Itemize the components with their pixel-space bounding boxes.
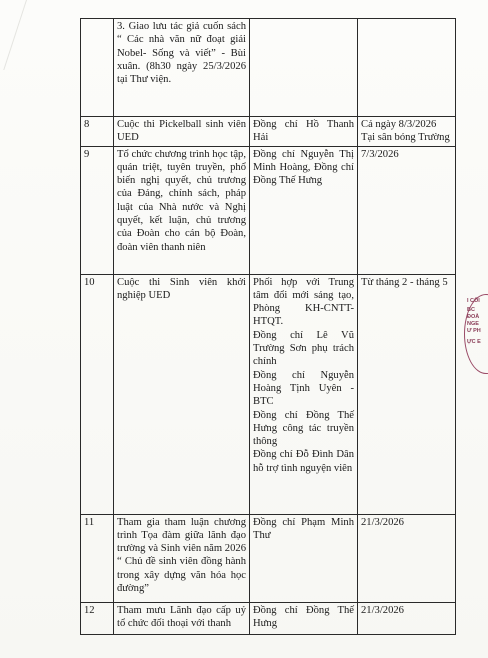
time-cell: Từ tháng 2 - tháng 5 (358, 274, 456, 514)
time-cell (358, 19, 456, 117)
stamp-text-line: ỰC E (467, 339, 481, 345)
table-row (81, 19, 456, 117)
row-number-cell (81, 19, 114, 117)
responsible-cell: Phối hợp với Trung tâm đổi mới sáng tạo, Phòng KH-CNTT-HTQT. Đồng chí Lê Vũ Trường Sơn phụ trách chính Đồng chí Nguyễn Hoàng Tịnh Uyên - BTC Đồng chí Đồng Thế Hưng công tác truyền thông Đồng chí Đỗ Đình Dân hỗ trợ tình nguyện viên (250, 274, 358, 514)
activity-content-cell: Tổ chức chương trình học tập, quán triệt, tuyên truyền, phổ biến nghị quyết, chủ trương của Đảng, chính sách, pháp luật của Nhà nước và Nghị quyết, kết luận, chủ trương của Đoàn cho cán bộ Đoàn, đoàn viên thanh niên (114, 146, 250, 274)
activity-table (80, 18, 456, 635)
red-seal-stamp (464, 294, 488, 374)
row-number-cell: 12 (81, 602, 114, 634)
activity-content-cell: Cuộc thi Pickelball sinh viên UED (114, 117, 250, 147)
time-cell: Cả ngày 8/3/2026 Tại sân bóng Trường (358, 117, 456, 147)
stamp-text-line: ĐOÀ (467, 314, 480, 320)
activity-content-cell: Tham gia tham luận chương trình Tọa đàm giữa lãnh đạo trường và Sinh viên năm 2026 “ Chủ đề sinh viên đồng hành trong xây dựng văn hóa học đường” (114, 514, 250, 602)
stamp-text-line: BC (467, 307, 475, 313)
row-number-cell: 10 (81, 274, 114, 514)
table-row (81, 146, 456, 274)
activity-content-cell: Tham mưu Lãnh đạo cấp uỷ tổ chức đối thoại với thanh (114, 602, 250, 634)
row-number-cell: 11 (81, 514, 114, 602)
responsible-cell: Đồng chí Đồng Thế Hưng (250, 602, 358, 634)
table-row (81, 514, 456, 602)
table-row (81, 117, 456, 147)
stamp-text-line: NGE (467, 321, 479, 327)
stamp-text-line: Ư PH (467, 328, 481, 334)
responsible-cell (250, 19, 358, 117)
activity-content-cell: Cuộc thi Sinh viên khởi nghiệp UED (114, 274, 250, 514)
table-row (81, 274, 456, 514)
table-row (81, 602, 456, 634)
time-cell: 21/3/2026 (358, 602, 456, 634)
time-cell: 7/3/2026 (358, 146, 456, 274)
time-cell: 21/3/2026 (358, 514, 456, 602)
stamp-text-line: I CÔI (467, 298, 480, 304)
responsible-cell: Đồng chí Nguyễn Thị Minh Hoàng, Đồng chí Đồng Thế Hưng (250, 146, 358, 274)
responsible-cell: Đồng chí Phạm Minh Thư (250, 514, 358, 602)
row-number-cell: 9 (81, 146, 114, 274)
responsible-cell: Đồng chí Hồ Thanh Hải (250, 117, 358, 147)
activity-content-cell: 3. Giao lưu tác giả cuốn sách “ Các nhà văn nữ đoạt giải Nobel- Sống và viết” - Bùi xuân. (8h30 ngày 25/3/2026 tại Thư viện. (114, 19, 250, 117)
paper-fold-shadow (0, 0, 27, 70)
row-number-cell: 8 (81, 117, 114, 147)
